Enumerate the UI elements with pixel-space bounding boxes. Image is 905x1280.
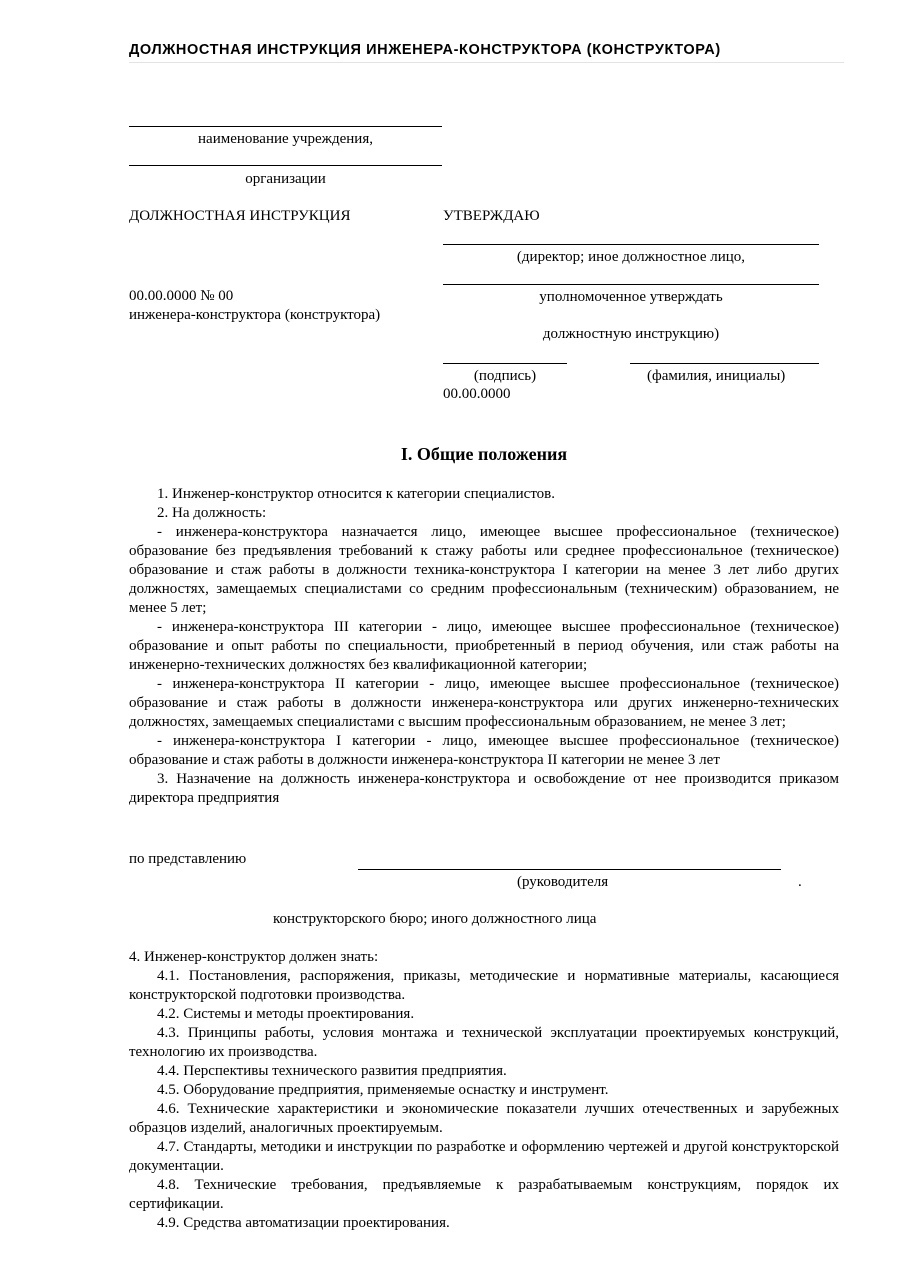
doc-date-number: 00.00.0000 № 00 — [129, 288, 234, 304]
paragraph-2d: - инженера-конструктора I категории - лицо, имеющее высшее профессиональное (техническое) образование и стаж работы в должности инженера-конструктора II категории не менее 3 лет — [129, 733, 839, 768]
paragraph-4-3: 4.3. Принципы работы, условия монтажа и технической эксплуатации проектируемых конструкций, технологию их производства. — [129, 1025, 839, 1060]
name-line — [630, 363, 819, 364]
signature-caption: (подпись) — [473, 368, 537, 384]
organization-caption: организации — [245, 171, 326, 187]
paragraph-1: 1. Инженер-конструктор относится к категории специалистов. — [157, 486, 556, 502]
approver-line-2 — [443, 284, 819, 285]
approve-label: УТВЕРЖДАЮ — [443, 208, 540, 224]
representative-line — [358, 869, 781, 870]
paragraph-4-7: 4.7. Стандарты, методики и инструкции по разработке и оформлению чертежей и другой конструкторской документации. — [129, 1139, 839, 1174]
approver-caption-1: (директор; иное должностное лицо, — [516, 249, 746, 265]
paragraph-4-8: 4.8. Технические требования, предъявляемые к разрабатываемым конструкциям, порядок их сертификации. — [129, 1177, 839, 1212]
representative-caption-2: конструкторского бюро; иного должностного лица — [273, 911, 597, 927]
paragraph-2a: - инженера-конструктора назначается лицо, имеющее высшее профессиональное (техническое) образование без предъявления требований к стажу работы или среднее профессиональное (техническое) образование и стаж работы в должности техника-конструктора I категории на менее 3 лет либо других должностях, замещаемых специалистами со средним профессиональным (техническим) образованием, не менее 5 лет; — [129, 524, 839, 616]
section-body-top — [129, 485, 839, 808]
paragraph-4-2: 4.2. Системы и методы проектирования. — [157, 1006, 415, 1022]
organization-line — [129, 165, 442, 166]
name-caption: (фамилия, инициалы) — [647, 368, 786, 384]
paragraph-2: 2. На должность: — [157, 505, 267, 521]
document-header-title: ДОЛЖНОСТНАЯ ИНСТРУКЦИЯ ИНЖЕНЕРА-КОНСТРУКТОРА (КОНСТРУКТОРА) — [129, 42, 721, 58]
doc-subject: инженера-конструктора (конструктора) — [129, 307, 381, 323]
paragraph-3-by: по представлению — [129, 851, 247, 867]
section-title: I. Общие положения — [400, 444, 568, 464]
institution-caption: наименование учреждения, — [198, 131, 373, 147]
paragraph-4-6: 4.6. Технические характеристики и экономические показатели лучших отечественных и зарубежных образцов изделий, аналогичных проектируемым. — [129, 1101, 839, 1136]
header-divider — [129, 62, 844, 63]
approver-line-1 — [443, 244, 819, 245]
approver-caption-3: должностную инструкцию) — [542, 326, 720, 342]
paragraph-4-4: 4.4. Перспективы технического развития предприятия. — [157, 1063, 507, 1079]
institution-name-line — [129, 126, 442, 127]
approval-date: 00.00.0000 — [443, 386, 511, 402]
representative-caption: (руководителя — [517, 874, 609, 890]
doc-type-label: ДОЛЖНОСТНАЯ ИНСТРУКЦИЯ — [129, 208, 351, 224]
paragraph-3: 3. Назначение на должность инженера-конструктора и освобождение от нее производится приказом директора предприятия — [129, 771, 839, 806]
paragraph-2b: - инженера-конструктора III категории - лицо, имеющее высшее профессиональное (техническое) образование и опыт работы по специальности, приобретенный в период обучения, или стаж работы на инженерно-технических должностях без квалификационной категории; — [129, 619, 839, 673]
signature-line — [443, 363, 567, 364]
section-body-bottom — [129, 948, 839, 1233]
paragraph-4-9: 4.9. Средства автоматизации проектирования. — [157, 1215, 450, 1231]
approver-caption-2: уполномоченное утверждать — [539, 289, 723, 305]
paragraph-4-5: 4.5. Оборудование предприятия, применяемые оснастку и инструмент. — [157, 1082, 609, 1098]
representative-dot: . — [798, 874, 802, 890]
paragraph-4-1: 4.1. Постановления, распоряжения, приказы, методические и нормативные материалы, касающиеся конструкторской подготовки производства. — [129, 968, 839, 1003]
paragraph-4: 4. Инженер-конструктор должен знать: — [129, 949, 379, 965]
paragraph-2c: - инженера-конструктора II категории - лицо, имеющее высшее профессиональное (техническое) образование и стаж работы в должности инженера-конструктора или других инженерно-технических должностях, замещаемых специалистами с высшим профессиональным образованием, не менее 3 лет; — [129, 676, 839, 730]
